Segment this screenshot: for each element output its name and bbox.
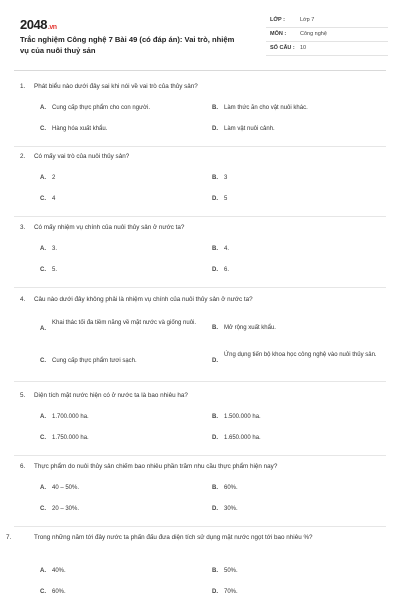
- meta-value: Lớp 7: [300, 17, 315, 23]
- meta-row-subject: [266, 28, 388, 42]
- logo-main: 2048: [20, 17, 47, 32]
- question-separator: [14, 381, 386, 382]
- question-6: 6. Thực phẩm do nuôi thủy sản chiếm bao nhiêu phần trăm nhu cầu thực phẩm hiện nay? A. 40 – 50%. B. 60%. C. 20 – 30%. D. 30%.: [14, 458, 386, 522]
- question-4: 4. Câu nào dưới đây không phải là nhiệm vụ chính của nuôi thủy sản ở nước ta? A. Khai thác tối đa tiềm năng về mặt nước và giống nuôi. B. Mở rộng xuất khẩu. C. Cung cấp thực phẩm tươi sạch. D. Ứng dụng tiến bộ khoa học công nghệ vào nuôi thủy sản.: [14, 291, 386, 383]
- question-text: 7. Trong những năm tới đây nước ta phấn đấu đưa diện tích sử dụng mặt nước ngọt tới bao nhiêu %?: [6, 534, 313, 541]
- question-text: 5. Diện tích mặt nước hiện có ở nước ta là bao nhiêu ha?: [20, 392, 188, 399]
- question-text: 6. Thực phẩm do nuôi thủy sản chiếm bao nhiêu phần trăm nhu cầu thực phẩm hiện nay?: [20, 463, 278, 470]
- question-2: 2. Có mấy vai trò của nuôi thủy sản? A. 2 B. 3 C. 4 D. 5: [14, 148, 386, 212]
- meta-value: Công nghệ: [300, 31, 327, 37]
- question-1: 1. Phát biểu nào dưới đây sai khi nói về vai trò của thủy sản? A. Cung cấp thực phẩm cho con người. B. Làm thức ăn cho vật nuôi khác. C. Hàng hóa xuất khẩu. D. Làm vật nuôi cảnh.: [14, 78, 386, 142]
- question-text: 4. Câu nào dưới đây không phải là nhiệm vụ chính của nuôi thủy sản ở nước ta?: [20, 296, 253, 303]
- question-separator: [14, 216, 386, 217]
- meta-info: [266, 14, 388, 56]
- question-separator: [14, 146, 386, 147]
- meta-value: 10: [300, 45, 307, 51]
- meta-key: LỚP :: [270, 17, 285, 23]
- meta-key: MÔN :: [270, 31, 287, 37]
- logo-suffix: .vn: [47, 24, 57, 31]
- page-title: Trắc nghiệm Công nghệ 7 Bài 49 (có đáp án): Vai trò, nhiệm vụ của nuôi thuỷ sản: [20, 35, 235, 55]
- question-3: 3. Có mấy nhiệm vụ chính của nuôi thủy sản ở nước ta? A. 3. B. 4. C. 5. D. 6.: [14, 219, 386, 283]
- question-7: 7. Trong những năm tới đây nước ta phấn đấu đưa diện tích sử dụng mặt nước ngọt tới bao nhiêu %? A. 40%. B. 50%. C. 60%. D. 70%.: [14, 529, 386, 599]
- meta-row-class: [266, 14, 388, 28]
- site-logo[interactable]: [20, 17, 57, 32]
- header-divider: [14, 70, 386, 71]
- meta-key: SỐ CÂU :: [270, 45, 295, 51]
- option-d[interactable]: D. Ứng dụng tiến bộ khoa học công nghệ vào nuôi thủy sản.: [212, 352, 377, 364]
- worksheet-header: [14, 14, 386, 66]
- question-separator: [14, 287, 386, 288]
- question-separator: [14, 455, 386, 456]
- option-a[interactable]: A. Khai thác tối đa tiềm năng về mặt nước và giống nuôi.: [40, 320, 197, 332]
- question-separator: [14, 526, 386, 527]
- question-text: 3. Có mấy nhiệm vụ chính của nuôi thủy sản ở nước ta?: [20, 224, 185, 231]
- question-text: 2. Có mấy vai trò của nuôi thủy sản?: [20, 153, 130, 160]
- question-text: 1. Phát biểu nào dưới đây sai khi nói về vai trò của thủy sản?: [20, 83, 198, 90]
- meta-row-count: [266, 42, 388, 56]
- question-5: 5. Diện tích mặt nước hiện có ở nước ta là bao nhiêu ha? A. 1.700.000 ha. B. 1.500.000 ha. C. 1.750.000 ha. D. 1.650.000 ha.: [14, 387, 386, 451]
